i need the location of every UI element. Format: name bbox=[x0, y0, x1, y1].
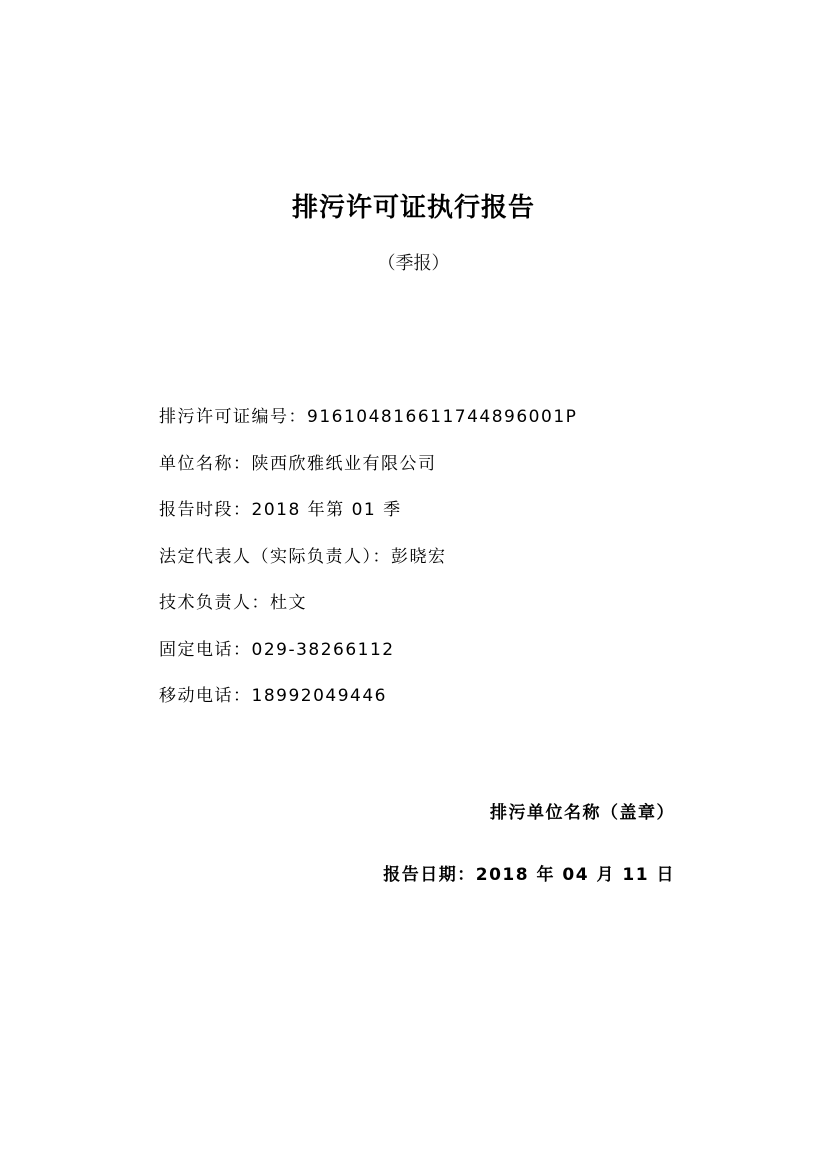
mobile-phone-line: 移动电话：18992049446 bbox=[159, 686, 387, 706]
report-info-block bbox=[159, 404, 779, 730]
unit-seal-line: 排污单位名称（盖章） bbox=[490, 803, 675, 823]
permit-number-line: 排污许可证编号：916104816611744896001P bbox=[159, 407, 578, 427]
page-title: 排污许可证执行报告 bbox=[291, 193, 535, 223]
technical-lead-line: 技术负责人：杜文 bbox=[159, 593, 307, 613]
unit-name-line: 单位名称：陕西欣雅纸业有限公司 bbox=[159, 453, 437, 474]
report-date-line: 报告日期：2018 年 04 月 11 日 bbox=[383, 865, 675, 885]
landline-phone-line: 固定电话：029-38266112 bbox=[159, 639, 395, 660]
report-period-line: 报告时段：2018 年第 01 季 bbox=[159, 500, 402, 520]
legal-representative-line: 法定代表人（实际负责人）：彭晓宏 bbox=[159, 546, 447, 567]
report-type-subtitle: （季报） bbox=[377, 253, 450, 274]
